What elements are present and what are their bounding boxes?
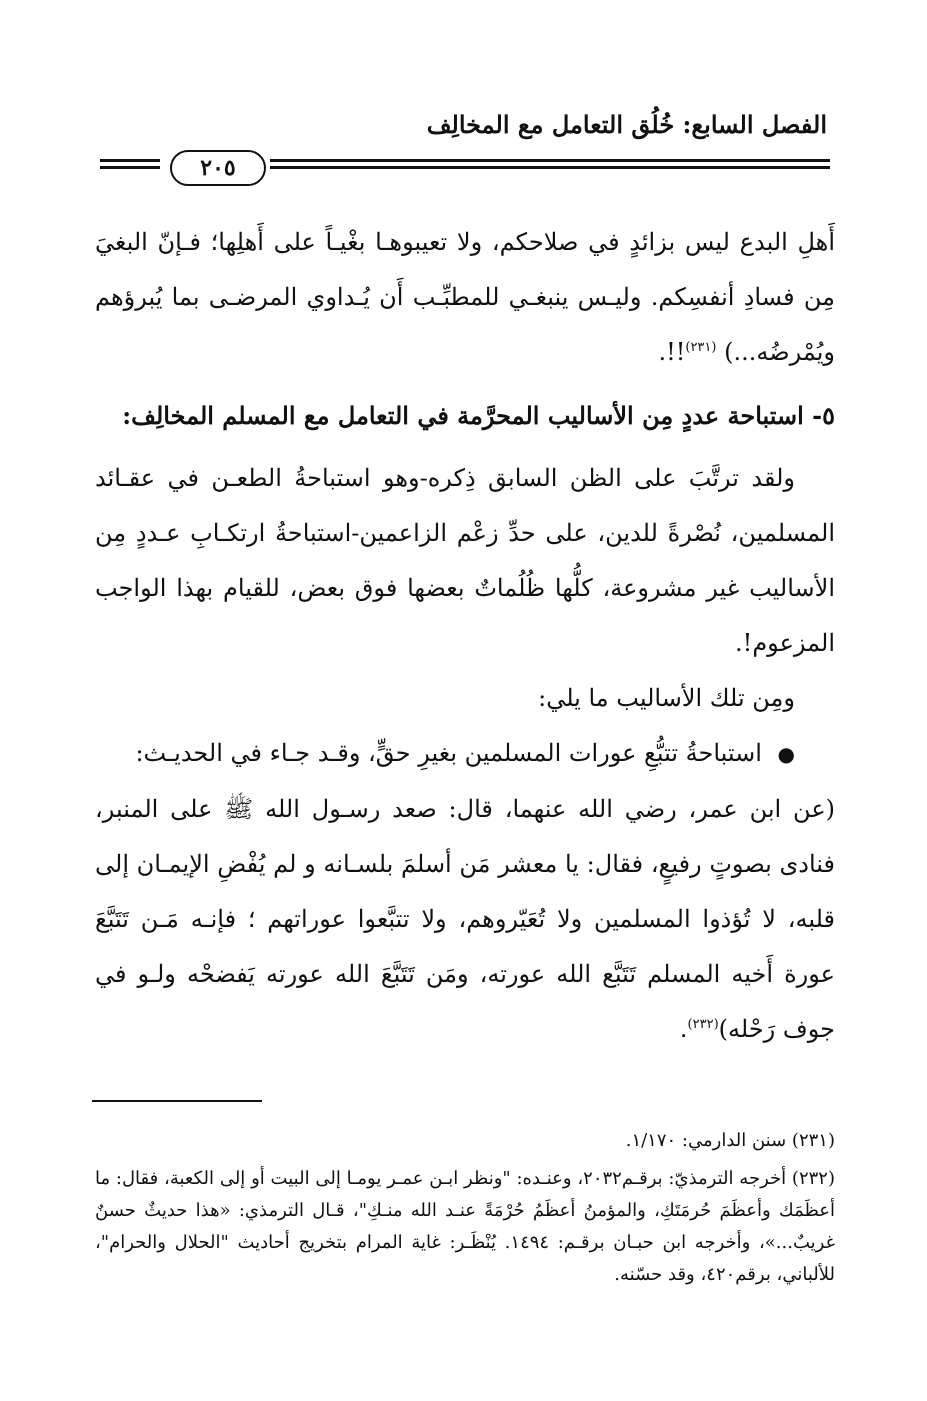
intro-text: أَهلِ البدع ليس بزائدٍ في صلاحكم، ولا تعيبوهـا بغْيـاً على أَهلِها؛ فـإنّ البغيَ مِن فسادِ أنفسِكم. وليـس ينبغـي للمطبِّـب أَن يُـداوي المرضـى بما يُبرؤهم ويُمْرضُه...) [95,228,835,366]
hadith-text: (عن ابن عمر، رضي الله عنهما، قال: صعد رسـول الله ﷺ على المنبر، فنادى بصوتٍ رفيعٍ، فقال: يا معشر مَن أسلمَ بلسـانه و لم يُفْضِ الإيمـان إلى قلبه، لا تُؤذوا المسلمين ولا تُعَيّروهم، ولا تتبَّعوا عوراتهم ؛ فإنـه مَـن تَتَبَّعَ عورة أَخيه المسلم تَتَبَّع الله عورته، ومَن تَتَبَّعَ الله عورته يَفضحْه ولـو في جوف رَحْله) [95,795,835,1043]
main-text [95,215,835,1057]
footnote-ref-231: (٢٣١) [685,340,717,355]
footnotes [95,1125,835,1297]
hadith-end: . [679,1015,688,1043]
bullet-text: استباحةُ تتبُّعِ عورات المسلمين بغيرِ حقٍّ، وقـد جـاء في الحديـث: [135,739,762,767]
page-number: ٢٠٥ [200,155,236,181]
paragraph-2: ولقد ترتَّبَ على الظن السابق ذِكره-وهو استباحةُ الطعـن في عقـائد المسلمين، نُصْرةً للدين، على حدِّ زعْم الزاعمين-استباحةُ ارتكـابِ عـددٍ مِن الأساليب غير مشروعة، كلُّها ظُلُماتٌ بعضها فوق بعض، للقيام بهذا الواجب المزعوم!. [95,464,835,657]
intro-paragraph [95,215,835,380]
bullet-item [95,726,835,782]
footnote-divider [92,1100,262,1102]
paragraph-3: ومِن تلك الأساليب ما يلي: [538,684,795,712]
section-heading: ٥- استباحة عددٍ مِن الأساليب المحرَّمة في التعامل مع المسلم المخالِف: [122,401,835,430]
footnote-232: (٢٣٢) أخرجه الترمذيّ: برقـم٢٠٣٢، وعنـده: "ونظر ابـن عمـر يومـا إلى البيت أو إلى الكعبة، فقال: ما أعظَمَك وأعظَمَ حُرمَتَكِ، والمؤمنُ أعظَمُ حُرْمَةً عنـد الله منـكِ"، قـال الترمذي: «هذا حديثٌ حسنٌ غريبٌ...»، وأخرجه ابن حبـان برقـم: ١٤٩٤. يُنْظَـر: غاية المرام بتخريج أحاديث "الحلال والحرام"، للألباني، برقم٤٢٠، وقد حسّنه. [95,1168,836,1285]
hadith-quote [95,782,835,1057]
running-title: الفصل السابع: خُلُق التعامل مع المخالِف [426,110,827,139]
footnote-231: (٢٣١) سنن الدارمي: ١/١٧٠. [625,1130,835,1151]
intro-end: !!. [658,338,686,366]
page-number-badge [170,150,266,186]
footnote-ref-232: (٢٣٢) [687,1017,719,1032]
